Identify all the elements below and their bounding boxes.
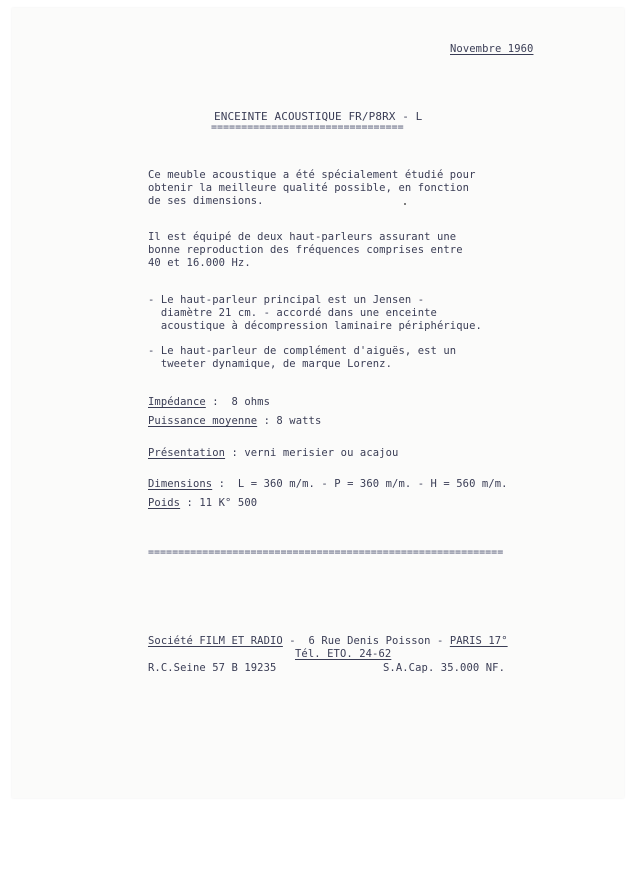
intro-line-3: de ses dimensions. [148, 195, 264, 207]
footer-company-line [148, 635, 508, 649]
footer-company: Société FILM ET RADIO [148, 635, 283, 647]
intro-line-1: Ce meuble acoustique a été spécialement étudié pour [148, 169, 476, 181]
spec-presentation-value: : verni merisier ou acajou [225, 447, 399, 459]
document-date: Novembre 1960 [450, 43, 534, 55]
title-double-rule: ================================ [211, 123, 404, 133]
document-title: ENCEINTE ACOUSTIQUE FR/P8RX - L [214, 110, 423, 123]
ink-speck [404, 203, 406, 205]
bullet-2-line-2: tweeter dynamique, de marque Lorenz. [148, 358, 393, 370]
equipment-line-2: bonne reproduction des fréquences comprises entre [148, 244, 463, 256]
equipment-line-1: Il est équipé de deux haut-parleurs assurant une [148, 231, 457, 243]
spec-dimensions-label: Dimensions [148, 478, 213, 490]
bullet-2-line-1: - Le haut-parleur de complément d'aiguës, est un [148, 345, 457, 357]
footer-capital: S.A.Cap. 35.000 NF. [383, 662, 506, 674]
spec-power-value: : 8 watts [257, 415, 322, 427]
spec-weight [148, 497, 257, 511]
spec-impedance [148, 396, 270, 410]
footer-address: - 6 Rue Denis Poisson - [282, 635, 450, 647]
section-separator: =========================================================== [148, 548, 504, 558]
spec-impedance-value: : 8 ohms [205, 396, 271, 408]
footer-registry: R.C.Seine 57 B 19235 [148, 662, 277, 674]
bullet-1-line-1: - Le haut-parleur principal est un Jensen - [148, 294, 425, 306]
spec-power [148, 415, 321, 429]
spec-presentation [148, 447, 398, 461]
intro-line-2: obtenir la meilleure qualité possible, en fonction [148, 182, 470, 194]
spec-power-label: Puissance moyenne [148, 415, 258, 427]
spec-weight-value: : 11 K° 500 [180, 497, 258, 509]
footer-phone: Tél. ETO. 24-62 [295, 648, 392, 660]
bullet-1-line-3: acoustique à décompression laminaire périphérique. [148, 320, 482, 332]
bullet-1-line-2: diamètre 21 cm. - accordé dans une enceinte [148, 307, 437, 319]
spec-dimensions-value: : L = 360 m/m. - P = 360 m/m. - H = 560 m/m. [212, 478, 508, 490]
footer-city: PARIS 17° [449, 635, 508, 647]
spec-presentation-label: Présentation [148, 447, 226, 459]
spec-impedance-label: Impédance [148, 396, 206, 408]
spec-dimensions [148, 478, 508, 492]
equipment-line-3: 40 et 16.000 Hz. [148, 257, 251, 269]
spec-weight-label: Poids [148, 497, 181, 509]
